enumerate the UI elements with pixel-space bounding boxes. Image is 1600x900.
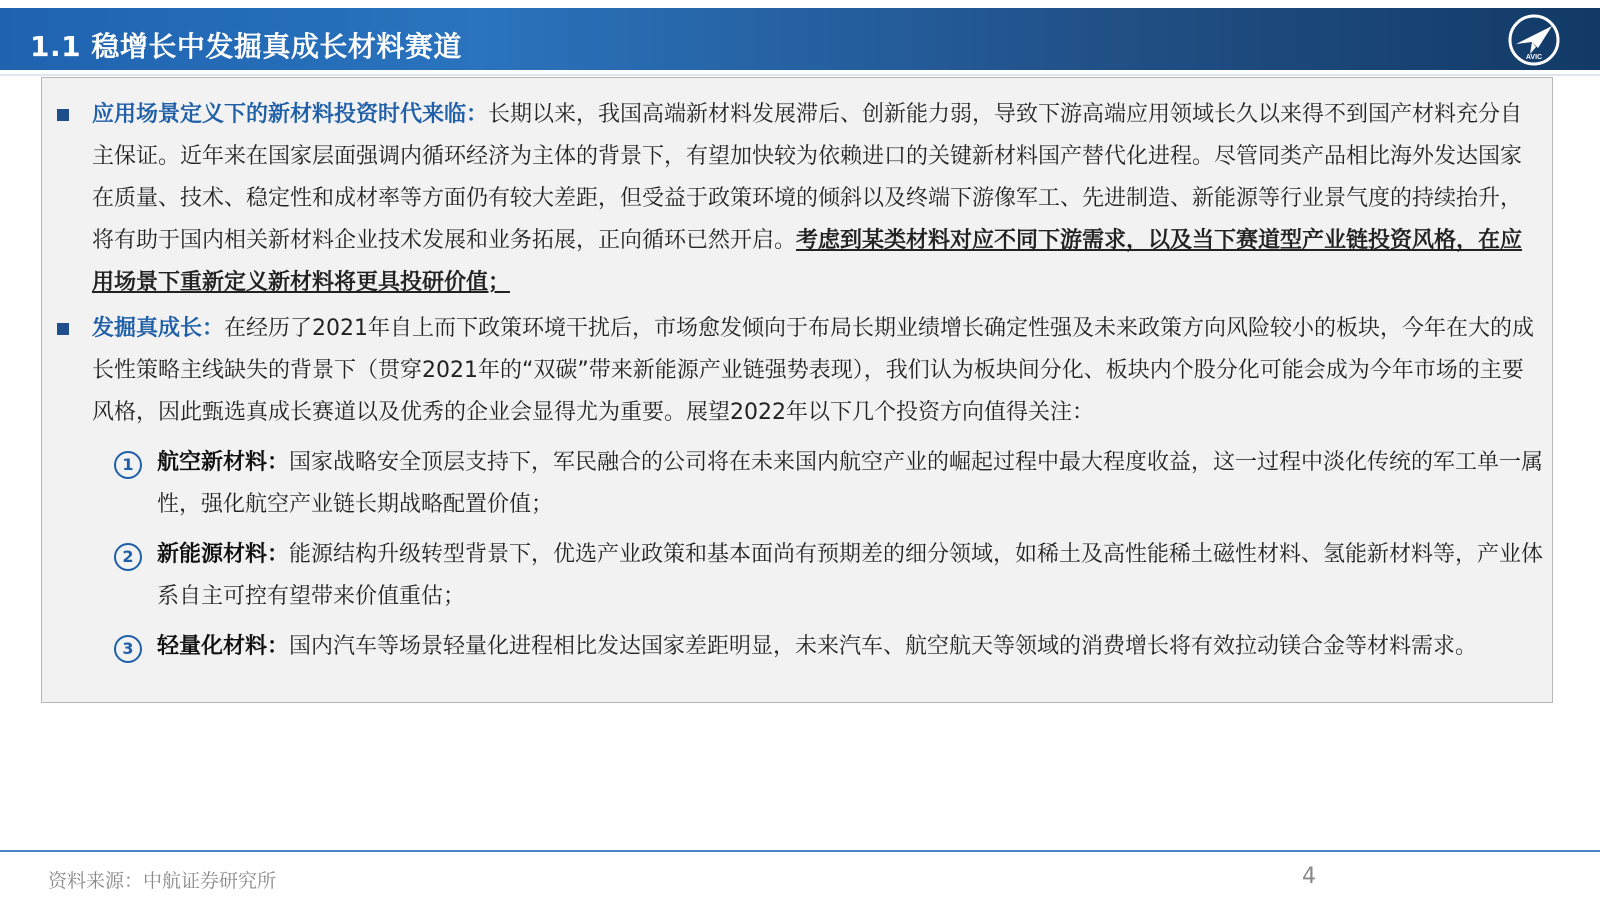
section-application-scenario — [92, 94, 1542, 304]
footer-source: 资料来源：中航证券研究所 — [48, 870, 277, 892]
section-emphasis: 考虑到某类材料对应不同下游需求，以及当下赛道型产业链投资风格，在应用场景下重新定义新材料将更具投研价值； — [92, 228, 1523, 295]
number-2-icon: 2 — [114, 543, 142, 571]
list-item — [157, 534, 1547, 618]
bullet-square-icon — [57, 323, 69, 335]
item-body: 国家战略安全顶层支持下，军民融合的公司将在未来国内航空产业的崛起过程中最大程度收益，这一过程中淡化传统的军工单一属性，强化航空产业链长期战略配置价值； — [157, 450, 1544, 517]
item-lead: 航空新材料： — [157, 450, 290, 475]
svg-text:AVIC: AVIC — [1525, 54, 1543, 61]
list-item — [157, 626, 1547, 668]
section-body: 在经历了2021年自上而下政策环境干扰后，市场愈发倾向于布局长期业绩增长确定性强及未来政策方向风险较小的板块，今年在大的成长性策略主线缺失的背景下（贯穿2021年的“双碳”带来新能源产业链强势表现），我们认为板块间分化、板块内个股分化可能会成为今年市场的主要风格，因此甄选真成长赛道以及优秀的企业会显得尤为重要。展望2022年以下几个投资方向值得关注： — [92, 316, 1535, 425]
section-lead: 发掘真成长： — [92, 316, 225, 341]
header-divider — [0, 74, 1600, 76]
item-body: 能源结构升级转型背景下，优选产业政策和基本面尚有预期差的细分领域，如稀土及高性能稀土磁性材料、氢能新材料等，产业体系自主可控有望带来价值重估； — [157, 542, 1544, 609]
number-1-icon: 1 — [114, 451, 142, 479]
list-item — [157, 442, 1547, 526]
section-lead: 应用场景定义下的新材料投资时代来临： — [92, 102, 489, 127]
footer-divider — [0, 850, 1600, 852]
section-true-growth — [92, 308, 1542, 434]
bullet-square-icon — [57, 109, 69, 121]
page-number: 4 — [1302, 864, 1316, 889]
content-box — [41, 77, 1553, 703]
number-3-icon: 3 — [114, 635, 142, 663]
page-title: 1.1 稳增长中发掘真成长材料赛道 — [30, 30, 462, 63]
item-lead: 轻量化材料： — [157, 634, 290, 659]
section-body: 长期以来，我国高端新材料发展滞后、创新能力弱，导致下游高端应用领域长久以来得不到国产材料充分自主保证。近年来在国家层面强调内循环经济为主体的背景下，有望加快较为依赖进口的关键新材料国产替代化进程。尽管同类产品相比海外发达国家在质量、技术、稳定性和成材率等方面仍有较大差距，但受益于政策环境的倾斜以及终端下游像军工、先进制造、新能源等行业景气度的持续抬升，将有助于国内相关新材料企业技术发展和业务拓展，正向循环已然开启。 — [92, 102, 1523, 253]
item-body: 国内汽车等场景轻量化进程相比发达国家差距明显，未来汽车、航空航天等领域的消费增长将有效拉动镁合金等材料需求。 — [289, 634, 1478, 659]
avic-logo-icon — [1508, 14, 1560, 66]
item-lead: 新能源材料： — [157, 542, 290, 567]
